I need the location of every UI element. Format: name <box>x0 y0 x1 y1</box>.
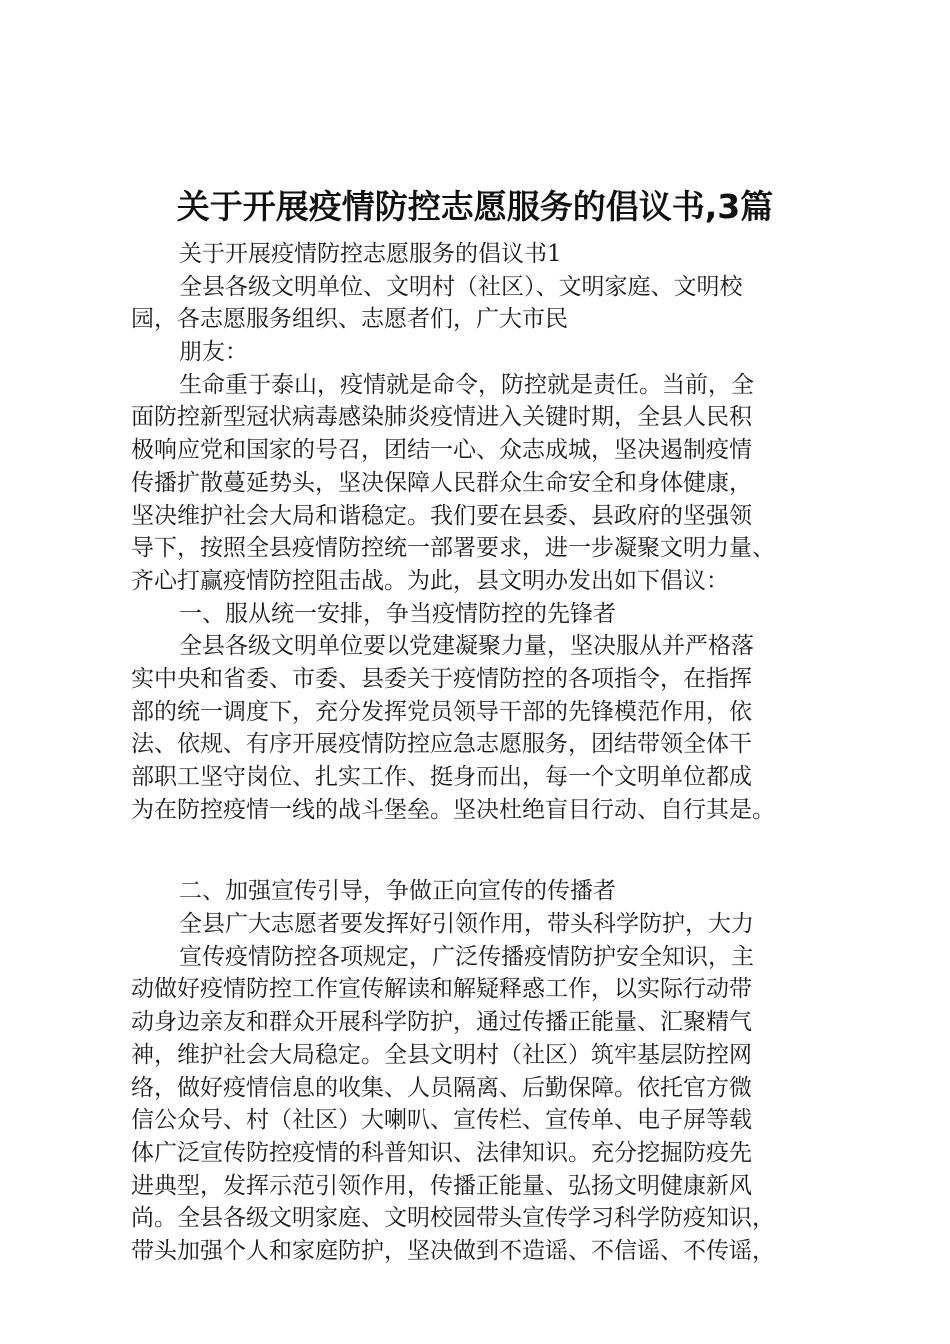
text-line: 朋友： <box>179 339 248 366</box>
text-line: 进典型，发挥示范引领作用，传播正能量、弘扬文明健康新风 <box>131 1172 752 1199</box>
document-body <box>131 238 851 1268</box>
text-line: 法、依规、有序开展疫情防控应急志愿服务，团结带领全体干 <box>131 731 752 758</box>
text-line: 面防控新型冠状病毒感染肺炎疫情进入关键时期，全县人民积 <box>131 404 752 431</box>
text-line: 全县广大志愿者要发挥好引领作用，带头科学防护，大力 <box>179 911 754 938</box>
text-line: 信公众号、村（社区）大喇叭、宣传栏、宣传单、电子屏等载 <box>131 1107 752 1134</box>
text-line: 实中央和省委、市委、县委关于疫情防控的各项指令，在指挥 <box>131 665 752 692</box>
text-line: 带头加强个人和家庭防护，坚决做到不造谣、不信谣、不传谣， <box>131 1237 775 1264</box>
text-line: 导下，按照全县疫情防控统一部署要求，进一步凝聚文明力量、 <box>131 535 775 562</box>
subtitle-line: 关于开展疫情防控志愿服务的倡议书1 <box>179 241 562 267</box>
document-title: 关于开展疫情防控志愿服务的倡议书,3篇 <box>176 187 774 226</box>
text-line: 宣传疫情防控各项规定，广泛传播疫情防护安全知识，主 <box>179 943 754 970</box>
blank-line <box>131 826 851 875</box>
text-line: 园，各志愿服务组织、志愿者们，广大市民 <box>131 306 568 333</box>
text-line: 传播扩散蔓延势头，坚决保障人民群众生命安全和身体健康， <box>131 469 752 496</box>
text-line: 动做好疫情防控工作宣传解读和解疑释惑工作，以实际行动带 <box>131 976 752 1003</box>
text-line: 全县各级文明单位要以党建凝聚力量，坚决服从并严格落 <box>179 633 754 660</box>
text-line: 极响应党和国家的号召，团结一心、众志成城，坚决遏制疫情 <box>131 437 752 464</box>
text-line: 全县各级文明单位、文明村（社区）、文明家庭、文明校 <box>179 273 743 300</box>
text-line: 部的统一调度下，充分发挥党员领导干部的先锋模范作用，依 <box>131 698 752 725</box>
text-line: 络，做好疫情信息的收集、人员隔离、后勤保障。依托官方微 <box>131 1074 752 1101</box>
text-line: 生命重于泰山，疫情就是命令，防控就是责任。当前，全 <box>179 371 754 398</box>
text-line: 坚决维护社会大局和谐稳定。我们要在县委、县政府的坚强领 <box>131 502 752 529</box>
section-heading: 二、加强宣传引导，争做正向宣传的传播者 <box>179 878 616 905</box>
text-line: 尚。全县各级文明家庭、文明校园带头宣传学习科学防疫知识， <box>131 1205 775 1232</box>
text-line: 神，维护社会大局稳定。全县文明村（社区）筑牢基层防控网 <box>131 1041 752 1068</box>
text-line: 部职工坚守岗位、扎实工作、挺身而出，每一个文明单位都成 <box>131 764 752 790</box>
text-line: 齐心打赢疫情防控阻击战。为此，县文明办发出如下倡议： <box>131 567 729 594</box>
text-line: 体广泛宣传防控疫情的科普知识、法律知识。充分挖掘防疫先 <box>131 1139 752 1166</box>
text-line: 为在防控疫情一线的战斗堡垒。坚决杜绝盲目行动、自行其是。 <box>131 796 775 823</box>
section-heading: 一、服从统一安排，争当疫情防控的先锋者 <box>179 600 616 627</box>
text-line: 动身边亲友和群众开展科学防护，通过传播正能量、汇聚精气 <box>131 1009 752 1036</box>
